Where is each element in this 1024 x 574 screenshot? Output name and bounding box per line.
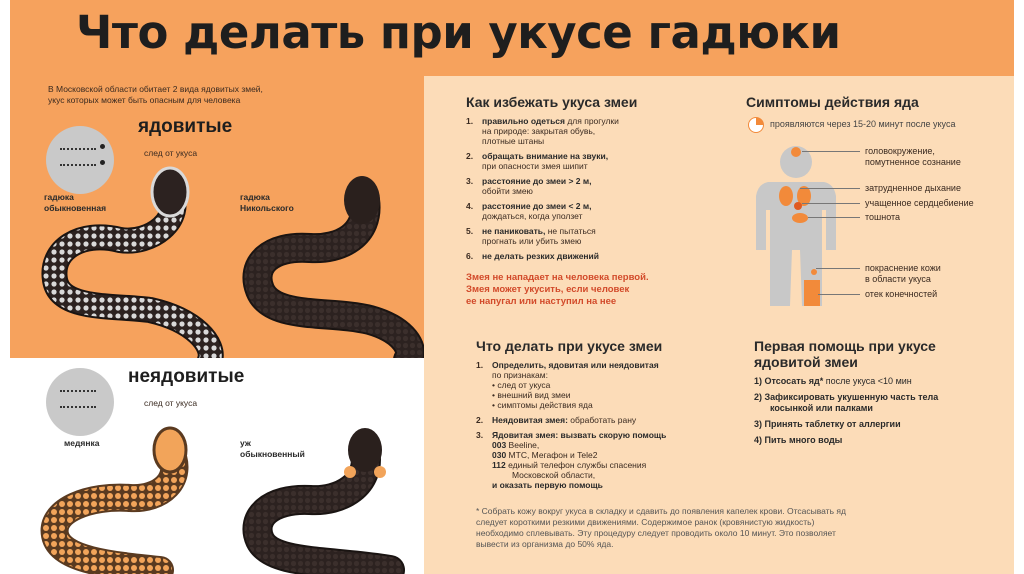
avoid-item: 1. правильно одеться для прогулки на природе: закрытая обувь, плотные штаны: [466, 116, 619, 146]
nonvenomous-title: неядовитые: [128, 366, 245, 387]
symptom-nausea: тошнота: [865, 212, 901, 222]
nonvenomous-bite-trace-label: след от укуса: [144, 398, 198, 408]
nonvenomous-snakes-illustration: [10, 420, 424, 574]
avoid-item: 6. не делать резких движений: [466, 251, 600, 261]
symptom-swelling: отек конечностей: [865, 289, 938, 299]
page-title: Что делать при укусе гадюки: [76, 6, 841, 59]
symptoms-onset: проявляются через 15-20 минут после укуса: [770, 119, 956, 129]
bite-action-item: 1. Определить, ядовитая или неядовитая по признакам: • след от укуса • внешний вид змеи • симптомы действия яда: [476, 360, 659, 410]
head-symptom-dot: [791, 147, 801, 157]
bite-mark-dot: [811, 269, 817, 275]
avoid-item: 5. не паниковать, не пытаться прогнать или убить змею: [466, 226, 596, 246]
snake-label-grass-snake: уж обыкновенный: [240, 438, 305, 459]
human-body-figure: [746, 140, 856, 310]
leg-swelling-mark: [804, 280, 820, 306]
footnote: * Собрать кожу вокруг укуса в складку и сдавить до появления капелек крови. Отсасывать яд следует короткими резкими движениями. Содержимое ранок (кровянистую жидкость) необходимо сплевывать. Эту процедуру следует проводить около 10 минут. Это позволяет вывести из организма до 50% яда.: [476, 506, 846, 549]
avoid-item: 4. расстояние до змеи < 2 м, дождаться, когда уползет: [466, 201, 592, 221]
common-adder-head: [152, 168, 188, 216]
snake-label-nikolsky-adder: гадюка Никольского: [240, 192, 294, 213]
bite-action-item: 2. Неядовитая змея: обработать рану: [476, 415, 637, 425]
symptoms-title: Симптомы действия яда: [746, 94, 919, 110]
infographic-poster: [10, 0, 1014, 574]
first-aid-item: 2) Зафиксировать укушенную часть тела косынкой или палками: [754, 392, 939, 413]
snake-label-common-adder: гадюка обыкновенная: [44, 192, 107, 213]
snake-label-smooth-snake: медянка: [64, 438, 100, 448]
avoid-title: Как избежать укуса змеи: [466, 94, 638, 110]
smooth-snake-head: [154, 428, 186, 472]
bite-actions-title: Что делать при укусе змеи: [476, 338, 663, 354]
intro-text: В Московской области обитает 2 вида ядовитых змей, укус которых может быть опасным для человека: [48, 84, 263, 105]
symptom-redness: покраснение кожи в области укуса: [865, 263, 941, 284]
first-aid-item: 3) Принять таблетку от аллергии: [754, 419, 901, 429]
lungs-mark: [779, 186, 793, 206]
venomous-bite-trace-label: след от укуса: [144, 148, 198, 158]
symptom-dizziness: головокружение, помутненное сознание: [865, 146, 961, 167]
bite-actions-list: [476, 360, 726, 495]
avoid-item: 2. обращать внимание на звуки, при опасности змея шипит: [466, 151, 609, 171]
avoid-item: 3. расстояние до змеи > 2 м, обойти змею: [466, 176, 592, 196]
first-aid-item: 1) Отсосать яд* после укуса <10 мин: [754, 376, 912, 386]
venomous-title: ядовитые: [138, 116, 233, 137]
header-band: [10, 0, 1014, 76]
avoid-warning: Змея не нападает на человека первой. Змея может укусить, если человек ее напугал или наступил на нее: [466, 272, 649, 307]
venomous-snakes-illustration: [10, 160, 424, 360]
clock-quarter-icon: [748, 117, 764, 133]
first-aid-title: Первая помощь при укусе ядовитой змеи: [754, 338, 936, 370]
symptom-breathing: затрудненное дыхание: [865, 183, 961, 193]
first-aid-item: 4) Пить много воды: [754, 435, 843, 445]
bite-action-item: 3. Ядовитая змея: вызвать скорую помощь 003 Beeline, 030 МТС, Мегафон и Tele2 112 единый телефон службы спасения Московской области, и оказать первую помощь: [476, 430, 667, 490]
grass-snake-yellow-spot: [344, 466, 356, 478]
avoid-list: [466, 116, 686, 266]
grass-snake-head: [348, 428, 382, 472]
symptom-heartbeat: учащенное сердцебиение: [865, 198, 974, 208]
first-aid-list: [754, 376, 1004, 451]
heart-mark: [794, 202, 802, 210]
stomach-mark: [792, 213, 808, 223]
nikolsky-adder-head: [344, 176, 380, 224]
